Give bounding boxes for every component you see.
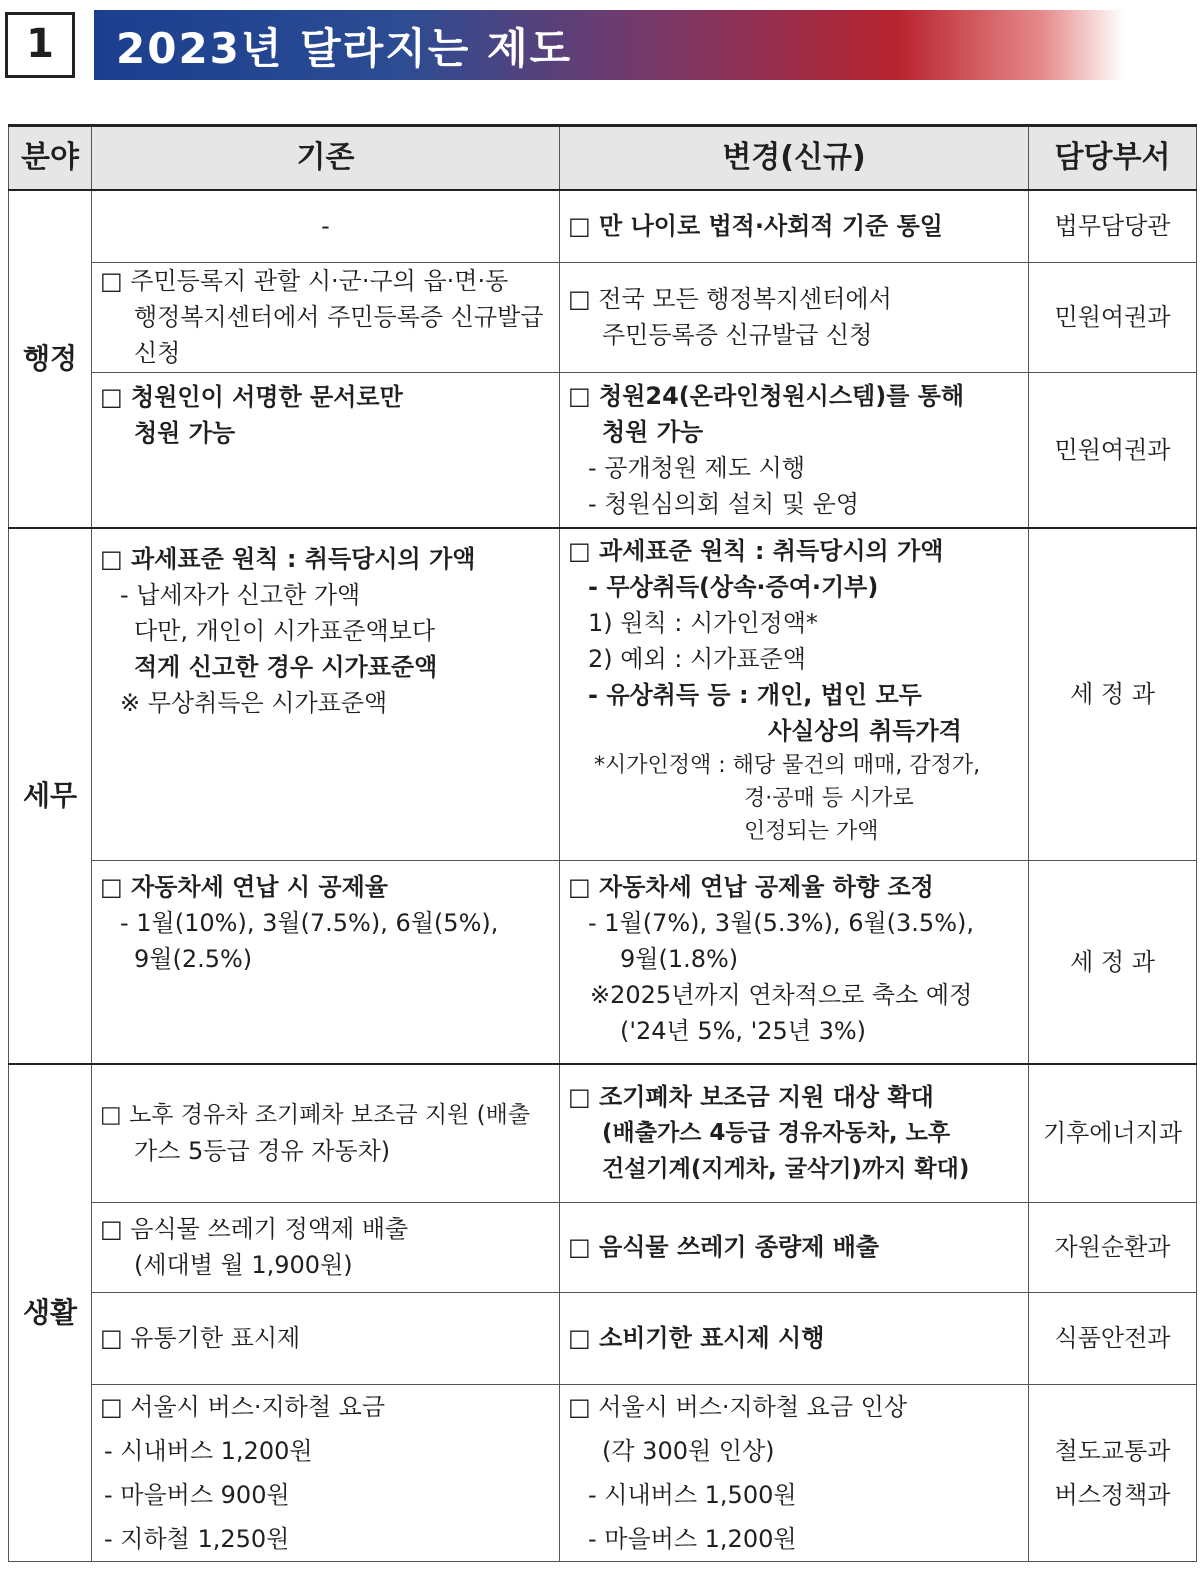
before-line: □ 자동차세 연납 시 공제율 bbox=[100, 872, 388, 901]
before-line: - bbox=[321, 212, 330, 241]
after-cell bbox=[560, 1292, 1029, 1384]
header-before: 기존 bbox=[92, 126, 560, 191]
before-line: 행정복지센터에서 주민등록증 신규발급 bbox=[134, 303, 544, 331]
before-line: □ 주민등록지 관할 시·군·구의 읍·면·동 bbox=[100, 267, 509, 295]
before-line: 신청 bbox=[134, 339, 181, 367]
after-line: - 1월(7%), 3월(5.3%), 6월(3.5%), bbox=[588, 908, 974, 937]
after-line: 사실상의 취득가격 bbox=[768, 717, 962, 745]
after-line: 인정되는 가액 bbox=[744, 819, 879, 844]
before-cell bbox=[92, 262, 560, 372]
after-line: 주민등록증 신규발급 신청 bbox=[602, 321, 873, 349]
before-line: 청원 가능 bbox=[134, 418, 236, 447]
dept-cell: 세 정 과 bbox=[1029, 528, 1197, 860]
dept-cell: 법무담당관 bbox=[1029, 190, 1197, 262]
dept-line: 버스정책과 bbox=[1054, 1480, 1171, 1509]
table-header-row bbox=[9, 126, 1197, 191]
before-line: - 1월(10%), 3월(7.5%), 6월(5%), bbox=[120, 908, 499, 937]
before-line: 가스 5등급 경유 자동차) bbox=[134, 1137, 391, 1166]
before-line: □ 노후 경유차 조기폐차 보조금 지원 (배출 bbox=[100, 1102, 531, 1129]
dept-cell bbox=[1029, 1384, 1197, 1561]
before-cell bbox=[92, 1064, 560, 1202]
after-line: 경·공매 등 시가로 bbox=[744, 786, 914, 811]
after-line: □ 자동차세 연납 공제율 하향 조정 bbox=[568, 872, 934, 901]
before-line: ※ 무상취득은 시가표준액 bbox=[120, 689, 388, 717]
after-cell bbox=[560, 1064, 1029, 1202]
before-cell bbox=[92, 528, 560, 860]
after-line: □ 과세표준 원칙 : 취득당시의 가액 bbox=[568, 537, 944, 565]
dept-cell: 기후에너지과 bbox=[1029, 1064, 1197, 1202]
before-line: 적게 신고한 경우 시가표준액 bbox=[134, 653, 438, 681]
table-row bbox=[9, 1064, 1197, 1202]
title-banner bbox=[94, 10, 1124, 80]
dept-cell: 식품안전과 bbox=[1029, 1292, 1197, 1384]
after-line: □ 만 나이로 법적·사회적 기준 통일 bbox=[568, 212, 943, 241]
after-cell bbox=[560, 372, 1029, 528]
before-cell bbox=[92, 190, 560, 262]
dept-cell: 민원여권과 bbox=[1029, 372, 1197, 528]
header-after: 변경(신규) bbox=[560, 126, 1029, 191]
changes-table bbox=[8, 124, 1197, 1562]
before-line: 9월(2.5%) bbox=[134, 944, 253, 973]
after-cell bbox=[560, 1202, 1029, 1292]
after-line: □ 조기폐차 보조금 지원 대상 확대 bbox=[568, 1083, 934, 1112]
after-line: *시가인정액 : 해당 물건의 매매, 감정가, bbox=[594, 753, 981, 778]
before-cell bbox=[92, 1292, 560, 1384]
table-row bbox=[9, 860, 1197, 1064]
after-line: 2) 예외 : 시가표준액 bbox=[588, 645, 806, 673]
after-cell bbox=[560, 1384, 1029, 1561]
before-cell bbox=[92, 860, 560, 1064]
before-cell bbox=[92, 1202, 560, 1292]
after-line: □ 청원24(온라인청원시스템)를 통해 bbox=[568, 381, 965, 410]
after-line: - 마을버스 1,200원 bbox=[588, 1524, 797, 1553]
before-cell bbox=[92, 1384, 560, 1561]
before-line: - 지하철 1,250원 bbox=[104, 1524, 290, 1553]
before-line: □ 서울시 버스·지하철 요금 bbox=[100, 1392, 386, 1421]
after-line: (각 300원 인상) bbox=[602, 1436, 775, 1465]
before-line: □ 과세표준 원칙 : 취득당시의 가액 bbox=[100, 545, 476, 573]
dept-line: 철도교통과 bbox=[1054, 1436, 1171, 1465]
after-line: 건설기계(지게차, 굴삭기)까지 확대) bbox=[602, 1156, 970, 1183]
category-life: 생활 bbox=[9, 1064, 92, 1561]
table-row bbox=[9, 190, 1197, 262]
after-line: - 무상취득(상속·증여·기부) bbox=[588, 573, 879, 601]
after-line: - 청원심의회 설치 및 운영 bbox=[588, 489, 860, 518]
header-dept: 담당부서 bbox=[1029, 126, 1197, 191]
after-line: □ 음식물 쓰레기 종량제 배출 bbox=[568, 1233, 880, 1261]
after-line: □ 소비기한 표시제 시행 bbox=[568, 1324, 825, 1352]
table-row bbox=[9, 528, 1197, 860]
after-cell bbox=[560, 528, 1029, 860]
table-row bbox=[9, 262, 1197, 372]
after-line: (배출가스 4등급 경유자동차, 노후 bbox=[602, 1120, 951, 1147]
after-cell bbox=[560, 262, 1029, 372]
before-line: - 납세자가 신고한 가액 bbox=[120, 581, 361, 609]
table-row bbox=[9, 372, 1197, 528]
category-tax: 세무 bbox=[9, 528, 92, 1064]
table-row bbox=[9, 1202, 1197, 1292]
after-line: □ 서울시 버스·지하철 요금 인상 bbox=[568, 1392, 908, 1421]
after-line: □ 전국 모든 행정복지센터에서 bbox=[568, 285, 892, 313]
after-line: ※2025년까지 연차적으로 축소 예정 bbox=[590, 980, 973, 1009]
category-admin: 행정 bbox=[9, 190, 92, 528]
after-cell bbox=[560, 860, 1029, 1064]
dept-cell: 세 정 과 bbox=[1029, 860, 1197, 1064]
header-field: 분야 bbox=[9, 126, 92, 191]
before-line: □ 음식물 쓰레기 정액제 배출 bbox=[100, 1215, 409, 1243]
before-cell bbox=[92, 372, 560, 528]
before-line: 다만, 개인이 시가표준액보다 bbox=[134, 617, 436, 645]
before-line: - 마을버스 900원 bbox=[104, 1480, 290, 1509]
section-title: 2023년 달라지는 제도 bbox=[116, 24, 573, 73]
after-line: ('24년 5%, '25년 3%) bbox=[620, 1016, 867, 1045]
after-line: 1) 원칙 : 시가인정액* bbox=[588, 609, 818, 637]
after-line: 9월(1.8%) bbox=[620, 944, 739, 973]
before-line: □ 유통기한 표시제 bbox=[100, 1324, 301, 1352]
section-number: 1 bbox=[5, 12, 75, 78]
dept-cell: 민원여권과 bbox=[1029, 262, 1197, 372]
before-line: □ 청원인이 서명한 문서로만 bbox=[100, 382, 403, 411]
section-header bbox=[0, 0, 1200, 90]
table-row bbox=[9, 1384, 1197, 1561]
after-line: - 공개청원 제도 시행 bbox=[588, 453, 806, 482]
after-cell bbox=[560, 190, 1029, 262]
after-line: - 유상취득 등 : 개인, 법인 모두 bbox=[588, 681, 922, 709]
dept-cell: 자원순환과 bbox=[1029, 1202, 1197, 1292]
before-line: - 시내버스 1,200원 bbox=[104, 1436, 313, 1465]
after-line: - 시내버스 1,500원 bbox=[588, 1480, 797, 1509]
table-row bbox=[9, 1292, 1197, 1384]
after-line: 청원 가능 bbox=[602, 417, 704, 446]
before-line: (세대별 월 1,900원) bbox=[134, 1251, 353, 1279]
